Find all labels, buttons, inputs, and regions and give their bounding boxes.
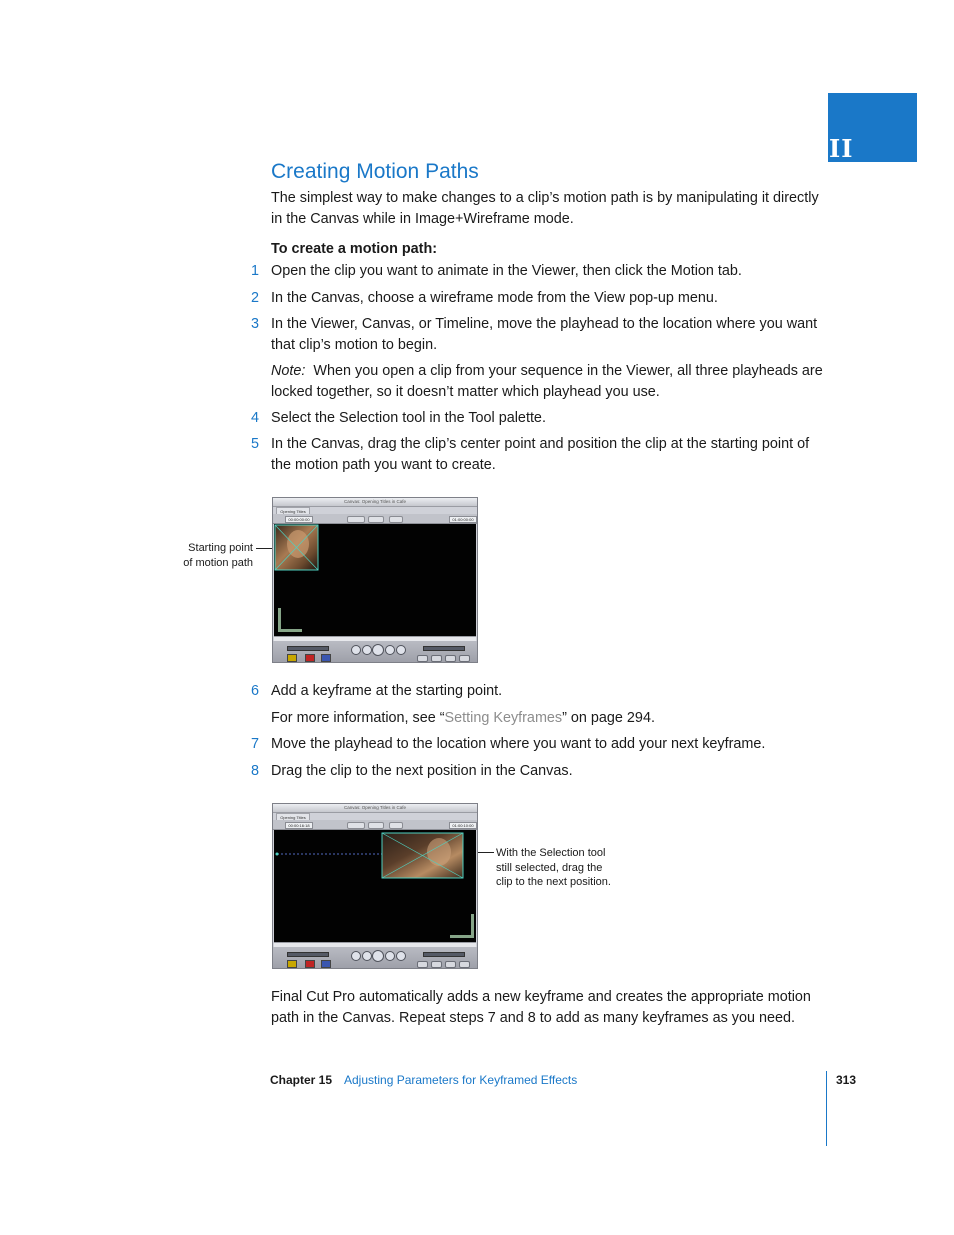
clip-wireframe (274, 830, 476, 942)
footer-divider (826, 1071, 827, 1146)
view-popup (368, 822, 384, 829)
overwrite-edit-icon (305, 654, 315, 662)
play-around-icon (396, 951, 406, 961)
window-title: Canvas: Opening Titles in Cafe (343, 805, 407, 810)
step-text: Drag the clip to the next position in the Canvas. (271, 763, 573, 779)
zoom-popup (347, 516, 365, 523)
title-safe-corner (450, 914, 474, 938)
figure-callout (181, 541, 253, 570)
footer-chapter-label: Chapter 15 (270, 1073, 333, 1087)
mark-in-icon (417, 961, 428, 968)
replace-edit-icon (321, 960, 331, 968)
step-number: 3 (251, 316, 260, 332)
step-number: 7 (251, 736, 260, 752)
shuttle-control (287, 952, 329, 957)
view-popup (368, 516, 384, 523)
xref-prefix: For more information, see “ (271, 710, 445, 726)
next-edit-icon (385, 951, 395, 961)
window-titlebar (273, 804, 477, 813)
overwrite-edit-icon (305, 960, 315, 968)
cross-reference (271, 708, 831, 729)
add-keyframe-icon (459, 961, 470, 968)
canvas-video-area (274, 524, 476, 636)
display-popup (389, 822, 403, 829)
mark-in-icon (417, 655, 428, 662)
shuttle-control (287, 646, 329, 651)
step-number: 4 (251, 410, 260, 426)
sequence-tab: Opening Titles (276, 507, 310, 516)
timecode-duration: 00:00:00:00 (285, 516, 313, 523)
page-number: 313 (836, 1073, 857, 1087)
callout-leader (478, 852, 494, 853)
next-edit-icon (385, 645, 395, 655)
insert-edit-icon (287, 654, 297, 662)
step-text: In the Canvas, choose a wireframe mode from the View pop-up menu. (271, 290, 718, 306)
step-number: 8 (251, 763, 260, 779)
mark-out-icon (431, 961, 442, 968)
clip-wireframe (274, 524, 476, 636)
note-paragraph (271, 361, 831, 402)
timecode-duration: 00:00:16:18 (285, 822, 313, 829)
window-titlebar (273, 498, 477, 507)
display-popup (389, 516, 403, 523)
footer-chapter-title: Adjusting Parameters for Keyframed Effects (344, 1073, 578, 1087)
previous-edit-icon (362, 645, 372, 655)
play-icon (372, 644, 384, 656)
previous-edit-icon (362, 951, 372, 961)
jog-control (423, 646, 465, 651)
figure-callout (496, 846, 626, 890)
callout-line-1: With the Selection tool (496, 847, 606, 859)
add-marker-icon (445, 655, 456, 662)
jog-control (423, 952, 465, 957)
play-in-to-out-icon (351, 951, 361, 961)
timecode-current: 01:00:00:00 (449, 516, 477, 523)
play-around-icon (396, 645, 406, 655)
intro-paragraph: The simplest way to make changes to a clip’s motion path is by manipulating it directly in the Canvas while in Image+Wireframe mode. (271, 190, 819, 227)
transport-controls (273, 947, 477, 968)
window-title: Canvas: Opening Titles in Cafe (343, 499, 407, 504)
step-text: Add a keyframe at the starting point. (271, 683, 503, 699)
note-text: When you open a clip from your sequence in the Viewer, all three playheads are locked together, so it doesn’t matter which playhead you use. (271, 363, 823, 400)
step-text: In the Viewer, Canvas, or Timeline, move the playhead to the location where you want that clip’s motion to begin. (271, 316, 818, 353)
callout-line-3: clip to the next position. (496, 876, 611, 888)
canvas-controls (273, 820, 477, 830)
mark-out-icon (431, 655, 442, 662)
note-label: Note: (271, 363, 306, 379)
canvas-video-area (274, 830, 476, 942)
step-number: 2 (251, 290, 260, 306)
step-number: 5 (251, 436, 260, 452)
canvas-window-screenshot (272, 803, 478, 969)
step-text: In the Canvas, drag the clip’s center point and position the clip at the starting point of the motion path you want to create. (271, 436, 810, 473)
step-number: 6 (251, 683, 260, 699)
callout-line-2: still selected, drag the (496, 861, 603, 874)
insert-edit-icon (287, 960, 297, 968)
canvas-window-screenshot (272, 497, 478, 663)
procedure-heading: To create a motion path: (271, 241, 438, 257)
step-text: Move the playhead to the location where you want to add your next keyframe. (271, 736, 766, 752)
outro-paragraph: Final Cut Pro automatically adds a new keyframe and creates the appropriate motion path in the Canvas. Repeat steps 7 and 8 to add as many keyframes as you need. (271, 989, 811, 1026)
step-text: Open the clip you want to animate in the Viewer, then click the Motion tab. (271, 263, 742, 279)
callout-line-1: Starting point (188, 542, 253, 554)
step-text: Select the Selection tool in the Tool palette. (271, 410, 546, 426)
play-in-to-out-icon (351, 645, 361, 655)
sequence-tab: Opening Titles (276, 813, 310, 822)
chapter-tab-label: II (829, 134, 854, 163)
play-icon (372, 950, 384, 962)
xref-suffix: ” on page 294. (562, 710, 655, 726)
zoom-popup (347, 822, 365, 829)
xref-link[interactable]: Setting Keyframes (444, 710, 563, 726)
section-title: Creating Motion Paths (271, 160, 479, 183)
step-number: 1 (251, 263, 260, 279)
canvas-controls (273, 514, 477, 524)
title-safe-corner (278, 608, 302, 632)
transport-controls (273, 641, 477, 662)
callout-line-2: of motion path (183, 556, 253, 569)
replace-edit-icon (321, 654, 331, 662)
timecode-current: 01:00:10:00 (449, 822, 477, 829)
add-keyframe-icon (459, 655, 470, 662)
add-marker-icon (445, 961, 456, 968)
